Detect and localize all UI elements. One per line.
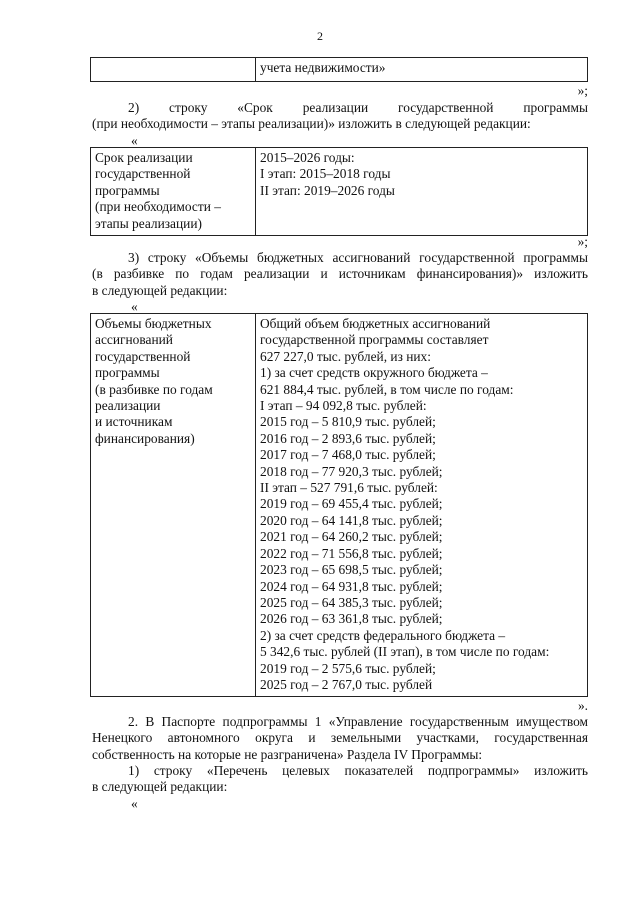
cell-line: реализации bbox=[95, 398, 161, 414]
paragraph-line: Ненецкого автономного округа и земельными участками, государственная bbox=[92, 730, 588, 746]
cell-line: финансирования) bbox=[95, 430, 195, 446]
table-budget bbox=[90, 313, 588, 697]
cell-line: 1) за счет средств окружного бюджета – bbox=[260, 365, 488, 381]
table-cell-text: учета недвижимости» bbox=[256, 58, 588, 82]
cell-line: Объемы бюджетных bbox=[95, 316, 212, 331]
paragraph-line: (в разбивке по годам реализации и источникам финансирования)» изложить bbox=[92, 266, 588, 282]
paragraph-line: 2) строку «Срок реализации государственной программы bbox=[128, 100, 588, 115]
cell-line: 2025 год – 2 767,0 тыс. рублей bbox=[260, 676, 433, 692]
closing-quote-3: ». bbox=[577, 698, 588, 713]
paragraph-item-2 bbox=[92, 100, 588, 133]
cell-line: Срок реализации bbox=[95, 150, 193, 165]
paragraph-item-4 bbox=[92, 763, 588, 796]
cell-line: 2022 год – 71 556,8 тыс. рублей; bbox=[260, 545, 443, 561]
cell-line: программы bbox=[95, 365, 160, 381]
paragraph-line: 1) строку «Перечень целевых показателей подпрограммы» изложить bbox=[128, 763, 588, 778]
cell-line: 2026 год – 63 361,8 тыс. рублей; bbox=[260, 611, 443, 627]
table-cell-empty bbox=[91, 58, 256, 82]
closing-quote-2: »; bbox=[577, 234, 588, 249]
cell-line: 2023 год – 65 698,5 тыс. рублей; bbox=[260, 562, 443, 578]
cell-line: II этап – 527 791,6 тыс. рублей: bbox=[260, 480, 438, 496]
table-term bbox=[90, 147, 588, 236]
cell-line: 2017 год – 7 468,0 тыс. рублей; bbox=[260, 447, 436, 463]
cell-line: 2016 год – 2 893,6 тыс. рублей; bbox=[260, 430, 436, 446]
paragraph-line: 3) строку «Объемы бюджетных ассигнований государственной программы bbox=[128, 250, 588, 265]
paragraph-section-2 bbox=[92, 714, 588, 763]
cell-line: государственной bbox=[95, 166, 191, 182]
opening-quote-3: « bbox=[131, 299, 138, 314]
cell-line: этапы реализации) bbox=[95, 215, 202, 231]
cell-line: 2015–2026 годы: bbox=[260, 150, 355, 165]
cell-line: 621 884,4 тыс. рублей, в том числе по годам: bbox=[260, 381, 514, 397]
cell-line: I этап: 2015–2018 годы bbox=[260, 166, 391, 182]
paragraph-item-3 bbox=[92, 250, 588, 299]
table-budget-value-cell bbox=[256, 314, 588, 697]
cell-line: 2025 год – 64 385,3 тыс. рублей; bbox=[260, 594, 443, 610]
table-budget-label-cell bbox=[91, 314, 256, 697]
paragraph-line: 2. В Паспорте подпрограммы 1 «Управление государственным имуществом bbox=[128, 714, 588, 729]
table-fragment-top bbox=[90, 57, 588, 82]
cell-line: 2021 год – 64 260,2 тыс. рублей; bbox=[260, 529, 443, 545]
cell-line: 2015 год – 5 810,9 тыс. рублей; bbox=[260, 414, 436, 430]
paragraph-line: в следующей редакции: bbox=[92, 282, 228, 298]
opening-quote-4: « bbox=[131, 796, 138, 811]
cell-line: 2) за счет средств федерального бюджета – bbox=[260, 627, 506, 643]
page-number: 2 bbox=[317, 29, 323, 43]
paragraph-line: (при необходимости – этапы реализации)» изложить в следующей редакции: bbox=[92, 116, 531, 132]
cell-line: (в разбивке по годам bbox=[95, 381, 213, 397]
cell-line: I этап – 94 092,8 тыс. рублей: bbox=[260, 398, 427, 414]
cell-line: 2018 год – 77 920,3 тыс. рублей; bbox=[260, 463, 443, 479]
cell-line: 2024 год – 64 931,8 тыс. рублей; bbox=[260, 578, 443, 594]
cell-line: II этап: 2019–2026 годы bbox=[260, 182, 395, 198]
closing-quote-1: »; bbox=[577, 83, 588, 98]
table-term-label-cell bbox=[91, 148, 256, 236]
cell-line: и источникам bbox=[95, 414, 173, 430]
paragraph-line: собственность на которые не разграничена» Раздела IV Программы: bbox=[92, 746, 483, 762]
opening-quote-2: « bbox=[131, 133, 138, 148]
table-term-value-cell bbox=[256, 148, 588, 236]
cell-line: Общий объем бюджетных ассигнований bbox=[260, 316, 491, 331]
cell-line: (при необходимости – bbox=[95, 199, 221, 215]
cell-line: государственной программы составляет bbox=[260, 332, 489, 348]
cell-line: государственной bbox=[95, 348, 191, 364]
cell-line: 2019 год – 69 455,4 тыс. рублей; bbox=[260, 496, 443, 512]
cell-line: 2020 год – 64 141,8 тыс. рублей; bbox=[260, 512, 443, 528]
cell-line: 627 227,0 тыс. рублей, из них: bbox=[260, 348, 431, 364]
cell-line: ассигнований bbox=[95, 332, 173, 348]
cell-line: 2019 год – 2 575,6 тыс. рублей; bbox=[260, 660, 436, 676]
cell-line: 5 342,6 тыс. рублей (II этап), в том числе по годам: bbox=[260, 644, 550, 660]
cell-line: программы bbox=[95, 182, 160, 198]
paragraph-line: в следующей редакции: bbox=[92, 779, 228, 795]
